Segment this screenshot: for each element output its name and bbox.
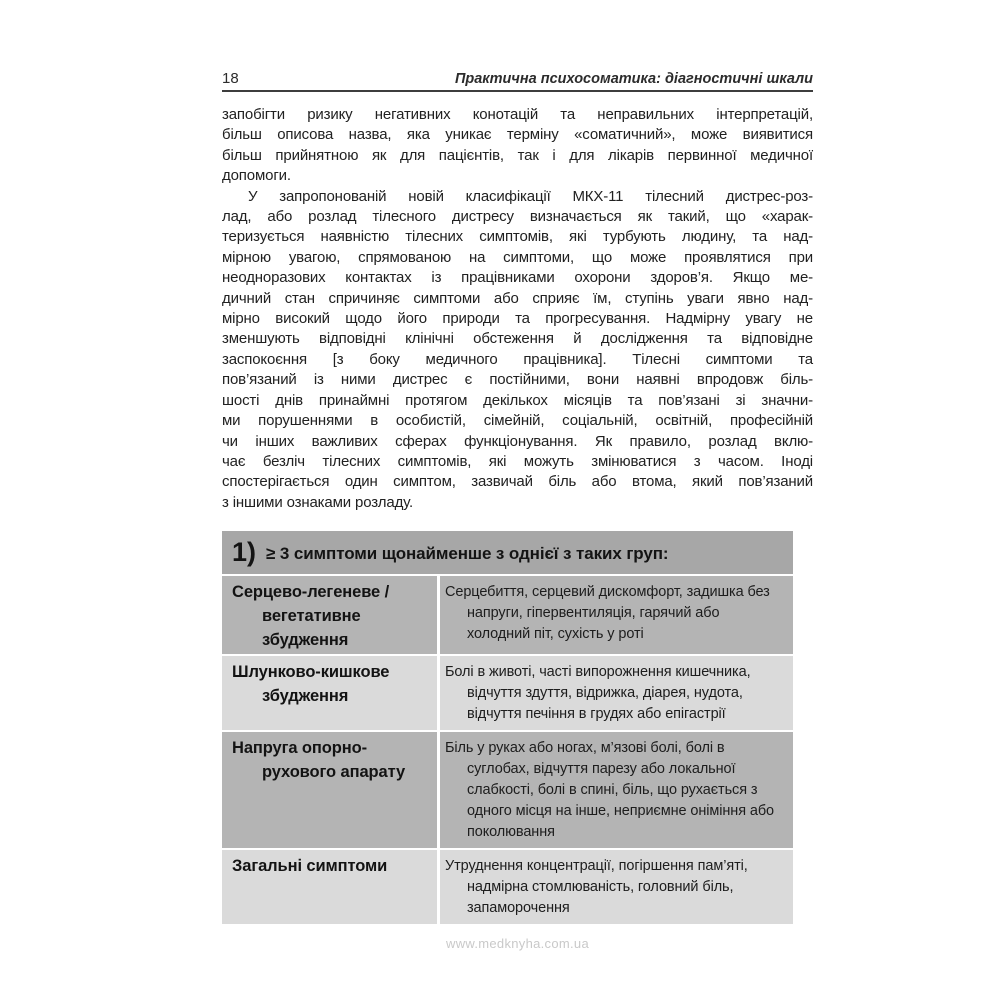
table-row (222, 656, 793, 730)
body-text (222, 105, 813, 513)
symptoms-cell-cardiopulmonary: Серцебиття, серцевий дискомфорт, задишка без напруги, гіпервентиляція, гарячий або холодний піт, сухість у роті (440, 576, 793, 654)
paragraph-2: У запропонованій новій класифікації МКХ-11 тілесний дистрес-роз- лад, або розлад тілесного дистресу визначається як такий, що «харак- теризується наявністю тілесних симптомів, які турбують людину, та над- мірною увагою, спрямованою на симптоми, що може проявлятися при неодноразових контактах із працівниками охорони здоров’я. Якщо ме- дичний стан спричиняє симптоми або сприяє їм, ступінь уваги явно над- мірно високий щодо його природи та прогресування. Надмірну увагу не зменшують відповідні клінічні обстеження й дослідження та відповідне заспокоєння [з боку медичного працівника]. Тілесні симптоми та пов’язаний із ними дистрес є постійними, вони наявні впродовж біль- шості днів принаймні протягом декількох місяців та пов’язані зі значни- ми порушеннями в особистій, сімейній, соціальній, освітній, професійній чи інших важливих сферах функціонування. Як правило, розлад вклю- чає безліч тілесних симптомів, які можуть змінюватися з часом. Іноді спостерігається один симптом, зазвичай біль або втома, який пов’язаний з іншими ознаками розладу. (222, 187, 813, 511)
table-header-row (222, 531, 793, 574)
running-title: Практична психосоматика: діагностичні шкали (454, 71, 813, 87)
page-number: 18 (222, 70, 239, 87)
footer-url: www.medknyha.com.ua (446, 936, 589, 952)
page-content (222, 70, 813, 951)
table-row (222, 732, 793, 848)
table-row (222, 576, 793, 654)
running-head (222, 70, 813, 92)
group-cell-gastrointestinal: Шлунково-кишкове збудження (222, 656, 437, 730)
table-header-title: ≥ 3 симптоми щонайменше з однієї з таких груп: (266, 543, 669, 563)
group-cell-musculoskeletal: Напруга опорно- рухового апарату (222, 732, 437, 848)
group-cell-general: Загальні симптоми (222, 850, 437, 924)
table-row (222, 850, 793, 924)
symptoms-cell-general: Утруднення концентрації, погіршення пам’яті, надмірна стомлюваність, головний біль, запаморочення (440, 850, 793, 924)
symptom-groups-table (222, 531, 793, 924)
paragraph-1: запобігти ризику негативних конотацій та неправильних інтерпретацій, більш описова назва, яка уникає терміну «соматичний», може виявитися більш прийнятною як для пацієнтів, так і для лікарів первинної медичної допомоги. (222, 106, 813, 185)
symptoms-cell-musculoskeletal: Біль у руках або ногах, м’язові болі, болі в суглобах, відчуття парезу або локальної слабкості, болі в спині, біль, що рухається з одного місця на інше, неприємне оніміння або поколювання (440, 732, 793, 848)
symptoms-cell-gastrointestinal: Болі в животі, часті випорожнення кишечника, відчуття здуття, відрижка, діарея, нудота, відчуття печіння в грудях або епігастрії (440, 656, 793, 730)
table-header-number: 1) (232, 537, 257, 568)
group-cell-cardiopulmonary: Серцево-легеневе / вегетативне збудження (222, 576, 437, 654)
